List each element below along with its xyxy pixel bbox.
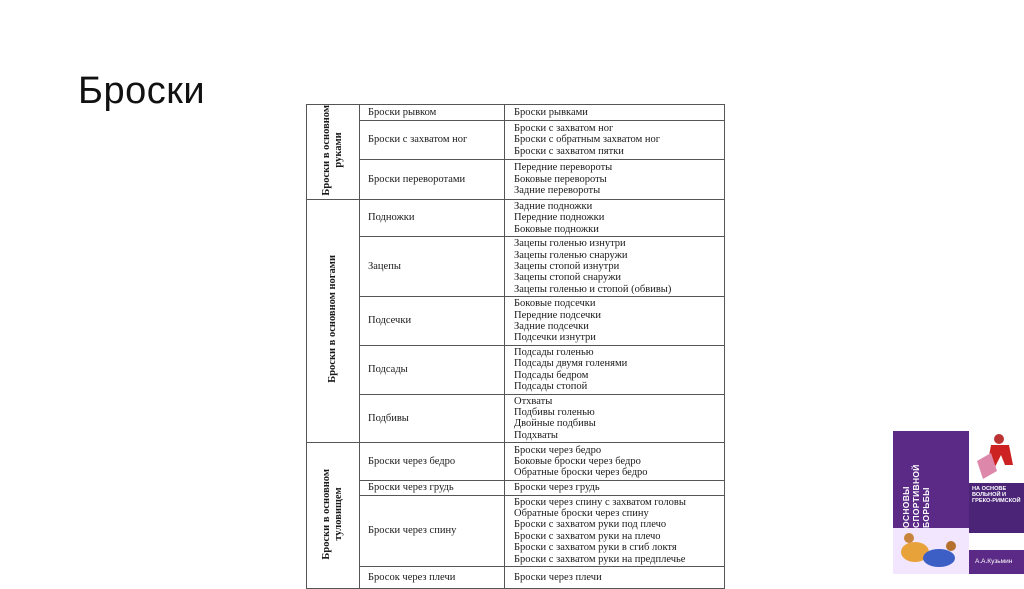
book-spine-title: ОСНОВЫ СПОРТИВНОЙ БОРЬБЫ bbox=[901, 464, 931, 528]
throw-item: Боковые броски через бедро bbox=[514, 455, 641, 467]
throws-table-container bbox=[306, 104, 725, 583]
table-row bbox=[307, 481, 725, 495]
category-cell: Бросок через плечи bbox=[360, 566, 505, 588]
items-cell bbox=[505, 297, 725, 346]
table-row bbox=[307, 443, 725, 481]
throw-item: Броски с захватом пятки bbox=[514, 145, 624, 157]
throw-item: Подсечки изнутри bbox=[514, 332, 596, 344]
category-cell: Броски через спину bbox=[360, 495, 505, 566]
items-cell bbox=[505, 394, 725, 443]
throw-item: Броски с захватом руки в сгиб локтя bbox=[514, 542, 677, 554]
book-spine bbox=[893, 431, 969, 528]
throw-item: Броски через бедро bbox=[514, 444, 602, 456]
items-cell bbox=[505, 200, 725, 237]
group-cell bbox=[307, 200, 360, 443]
throw-item: Зацепы стопой изнутри bbox=[514, 261, 620, 273]
throws-table-body bbox=[307, 105, 725, 589]
throw-item: Передние подсечки bbox=[514, 309, 601, 321]
throw-item: Броски рывками bbox=[514, 106, 588, 118]
book-cover-image bbox=[893, 431, 1024, 574]
wrestler-figure-icon bbox=[969, 431, 1024, 483]
throw-item: Броски через грудь bbox=[514, 482, 600, 494]
category-cell: Броски рывком bbox=[360, 105, 505, 121]
throw-item: Броски через плечи bbox=[514, 571, 602, 583]
category-cell: Зацепы bbox=[360, 237, 505, 297]
throw-item: Обратные броски через бедро bbox=[514, 467, 648, 479]
table-row bbox=[307, 566, 725, 588]
group-cell bbox=[307, 443, 360, 589]
items-cell bbox=[505, 105, 725, 121]
category-cell: Броски с захватом ног bbox=[360, 121, 505, 159]
category-cell: Броски переворотами bbox=[360, 159, 505, 199]
items-cell bbox=[505, 237, 725, 297]
throw-item: Зацепы голенью изнутри bbox=[514, 238, 626, 250]
throw-item: Отхваты bbox=[514, 395, 553, 407]
throw-item: Броски через спину с захватом головы bbox=[514, 496, 686, 508]
items-cell bbox=[505, 121, 725, 159]
table-row bbox=[307, 237, 725, 297]
category-cell: Подсады bbox=[360, 345, 505, 394]
category-cell: Подножки bbox=[360, 200, 505, 237]
throw-item: Передние перевороты bbox=[514, 162, 613, 174]
table-row bbox=[307, 345, 725, 394]
throw-item: Боковые подсечки bbox=[514, 298, 596, 310]
items-cell bbox=[505, 443, 725, 481]
group-label: Броски в основном туловищем bbox=[321, 468, 344, 560]
throw-item: Подсады двумя голенями bbox=[514, 358, 628, 370]
group-label: Броски в основном ногами bbox=[327, 255, 338, 384]
throw-item: Задние подножки bbox=[514, 201, 593, 212]
throw-item: Зацепы голенью и стопой (обвивы) bbox=[514, 283, 672, 295]
throw-item: Подбивы голенью bbox=[514, 406, 595, 418]
items-cell bbox=[505, 566, 725, 588]
items-cell bbox=[505, 345, 725, 394]
throw-item: Броски с обратным захватом ног bbox=[514, 134, 661, 146]
throw-item: Боковые перевороты bbox=[514, 173, 607, 185]
book-side-text: НА ОСНОВЕ ВОЛЬНОЙ И ГРЕКО-РИМСКОЙ bbox=[969, 483, 1024, 533]
throw-item: Подсады бедром bbox=[514, 369, 589, 381]
table-row bbox=[307, 121, 725, 159]
throws-table bbox=[306, 104, 725, 589]
category-cell: Подбивы bbox=[360, 394, 505, 443]
throw-item: Броски с захватом руки на плечо bbox=[514, 530, 661, 542]
group-label: Броски в основном руками bbox=[321, 105, 344, 196]
group-cell bbox=[307, 105, 360, 200]
throw-item: Задние перевороты bbox=[514, 184, 601, 196]
table-row bbox=[307, 159, 725, 199]
throw-item: Подсады голенью bbox=[514, 346, 594, 358]
table-row bbox=[307, 105, 725, 121]
book-bottom-illustration bbox=[893, 528, 969, 574]
table-row bbox=[307, 297, 725, 346]
slide-title: Броски bbox=[78, 70, 206, 112]
throw-item: Броски с захватом руки на предплечье bbox=[514, 553, 686, 565]
table-row bbox=[307, 495, 725, 566]
category-cell: Броски через бедро bbox=[360, 443, 505, 481]
throw-item: Броски с захватом ног bbox=[514, 122, 614, 134]
items-cell bbox=[505, 159, 725, 199]
throw-item: Обратные броски через спину bbox=[514, 507, 649, 519]
throw-item: Задние подсечки bbox=[514, 321, 589, 333]
book-author: А.А.Кузьмин bbox=[969, 550, 1024, 574]
wrestlers-illustration-icon bbox=[893, 528, 969, 574]
throw-item: Зацепы голенью снаружи bbox=[514, 249, 628, 261]
items-cell bbox=[505, 495, 725, 566]
throw-item: Подхваты bbox=[514, 429, 558, 441]
throw-item: Передние подножки bbox=[514, 212, 605, 224]
items-cell bbox=[505, 481, 725, 495]
category-cell: Броски через грудь bbox=[360, 481, 505, 495]
throw-item: Зацепы стопой снаружи bbox=[514, 272, 622, 284]
throw-item: Броски с захватом руки под плечо bbox=[514, 519, 667, 531]
category-cell: Подсечки bbox=[360, 297, 505, 346]
throw-item: Боковые подножки bbox=[514, 223, 599, 235]
table-row bbox=[307, 200, 725, 237]
throw-item: Подсады стопой bbox=[514, 381, 588, 393]
throw-item: Двойные подбивы bbox=[514, 418, 596, 430]
table-row bbox=[307, 394, 725, 443]
